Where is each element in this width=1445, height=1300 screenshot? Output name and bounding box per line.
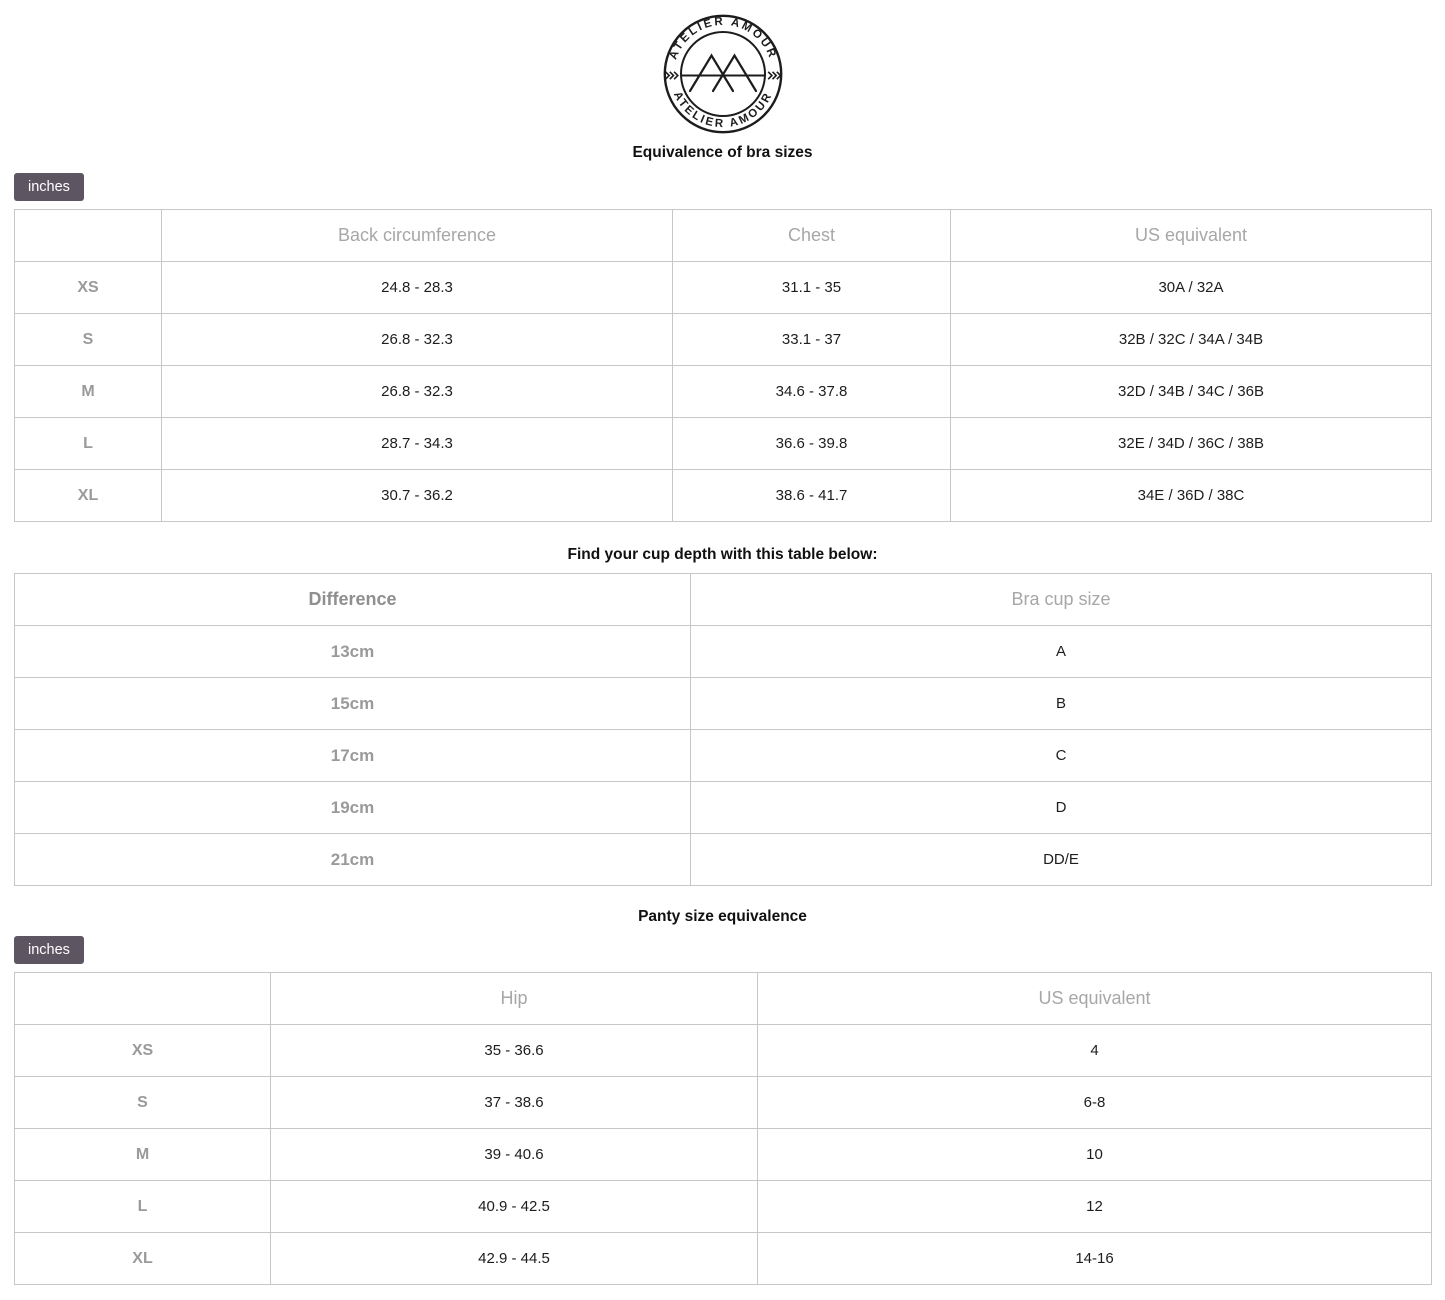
chest-value: 34.6 - 37.8 <box>673 366 951 418</box>
us-equivalent-value: 10 <box>758 1129 1432 1181</box>
table-row <box>15 626 1432 678</box>
unit-toggle-inches-panty[interactable]: inches <box>14 936 84 964</box>
size-label: L <box>15 1181 271 1233</box>
chest-value: 33.1 - 37 <box>673 314 951 366</box>
size-label: XL <box>15 1233 271 1285</box>
bra-header-us-equivalent: US equivalent <box>951 210 1432 262</box>
cup-size-value: DD/E <box>691 834 1432 886</box>
cup-size-value: A <box>691 626 1432 678</box>
hip-value: 35 - 36.6 <box>271 1025 758 1077</box>
size-label: XS <box>15 262 162 314</box>
us-equivalent-value: 4 <box>758 1025 1432 1077</box>
panty-header-hip: Hip <box>271 973 758 1025</box>
size-label: L <box>15 418 162 470</box>
difference-value: 13cm <box>15 626 691 678</box>
us-equivalent-value: 32E / 34D / 36C / 38B <box>951 418 1432 470</box>
logo-arc-top-text: ATELIER AMOUR <box>666 15 779 62</box>
table-row <box>15 834 1432 886</box>
bra-header-empty-cell <box>15 210 162 262</box>
us-equivalent-value: 12 <box>758 1181 1432 1233</box>
table-row <box>15 1181 1432 1233</box>
table-row <box>15 1025 1432 1077</box>
difference-value: 17cm <box>15 730 691 782</box>
us-equivalent-value: 14-16 <box>758 1233 1432 1285</box>
panty-table-header-row <box>15 973 1432 1025</box>
logo-arc-bottom-text: ATELIER AMOUR <box>670 89 775 131</box>
chest-value: 36.6 - 39.8 <box>673 418 951 470</box>
table-row <box>15 730 1432 782</box>
logo-aa-monogram-icon <box>681 56 764 92</box>
size-label: M <box>15 366 162 418</box>
chest-value: 38.6 - 41.7 <box>673 470 951 522</box>
bra-header-chest: Chest <box>673 210 951 262</box>
unit-badge-row-panty <box>0 936 1445 964</box>
us-equivalent-value: 32B / 32C / 34A / 34B <box>951 314 1432 366</box>
back-circumference-value: 28.7 - 34.3 <box>162 418 673 470</box>
cup-depth-table <box>14 573 1432 886</box>
panty-size-heading: Panty size equivalence <box>638 908 807 925</box>
us-equivalent-value: 6-8 <box>758 1077 1432 1129</box>
bra-table-header-row <box>15 210 1432 262</box>
page-title: Equivalence of bra sizes <box>632 144 813 161</box>
table-row <box>15 262 1432 314</box>
chest-value: 31.1 - 35 <box>673 262 951 314</box>
table-row <box>15 678 1432 730</box>
difference-value: 19cm <box>15 782 691 834</box>
table-row <box>15 366 1432 418</box>
difference-value: 15cm <box>15 678 691 730</box>
back-circumference-value: 26.8 - 32.3 <box>162 314 673 366</box>
brand-logo <box>0 0 1445 136</box>
table-row <box>15 470 1432 522</box>
difference-value: 21cm <box>15 834 691 886</box>
hip-value: 37 - 38.6 <box>271 1077 758 1129</box>
panty-header-empty-cell <box>15 973 271 1025</box>
cup-size-value: B <box>691 678 1432 730</box>
table-row <box>15 1077 1432 1129</box>
bra-header-back-circumference: Back circumference <box>162 210 673 262</box>
us-equivalent-value: 30A / 32A <box>951 262 1432 314</box>
table-row <box>15 314 1432 366</box>
cup-depth-heading: Find your cup depth with this table below: <box>567 546 878 563</box>
table-row <box>15 1233 1432 1285</box>
cup-table-header-row <box>15 574 1432 626</box>
cup-size-value: C <box>691 730 1432 782</box>
bra-size-table <box>14 209 1432 522</box>
table-row <box>15 1129 1432 1181</box>
cup-header-difference: Difference <box>15 574 691 626</box>
size-label: S <box>15 1077 271 1129</box>
size-label: XS <box>15 1025 271 1077</box>
cup-size-value: D <box>691 782 1432 834</box>
back-circumference-value: 26.8 - 32.3 <box>162 366 673 418</box>
size-label: M <box>15 1129 271 1181</box>
back-circumference-value: 30.7 - 36.2 <box>162 470 673 522</box>
size-label: XL <box>15 470 162 522</box>
us-equivalent-value: 32D / 34B / 34C / 36B <box>951 366 1432 418</box>
table-row <box>15 418 1432 470</box>
unit-badge-row-bra <box>0 173 1445 201</box>
size-label: S <box>15 314 162 366</box>
back-circumference-value: 24.8 - 28.3 <box>162 262 673 314</box>
unit-toggle-inches-bra[interactable]: inches <box>14 173 84 201</box>
table-row <box>15 782 1432 834</box>
hip-value: 40.9 - 42.5 <box>271 1181 758 1233</box>
cup-header-bra-cup-size: Bra cup size <box>691 574 1432 626</box>
panty-size-table <box>14 972 1432 1285</box>
atelier-amour-logo-icon <box>661 12 785 136</box>
hip-value: 39 - 40.6 <box>271 1129 758 1181</box>
panty-header-us-equivalent: US equivalent <box>758 973 1432 1025</box>
us-equivalent-value: 34E / 36D / 38C <box>951 470 1432 522</box>
hip-value: 42.9 - 44.5 <box>271 1233 758 1285</box>
